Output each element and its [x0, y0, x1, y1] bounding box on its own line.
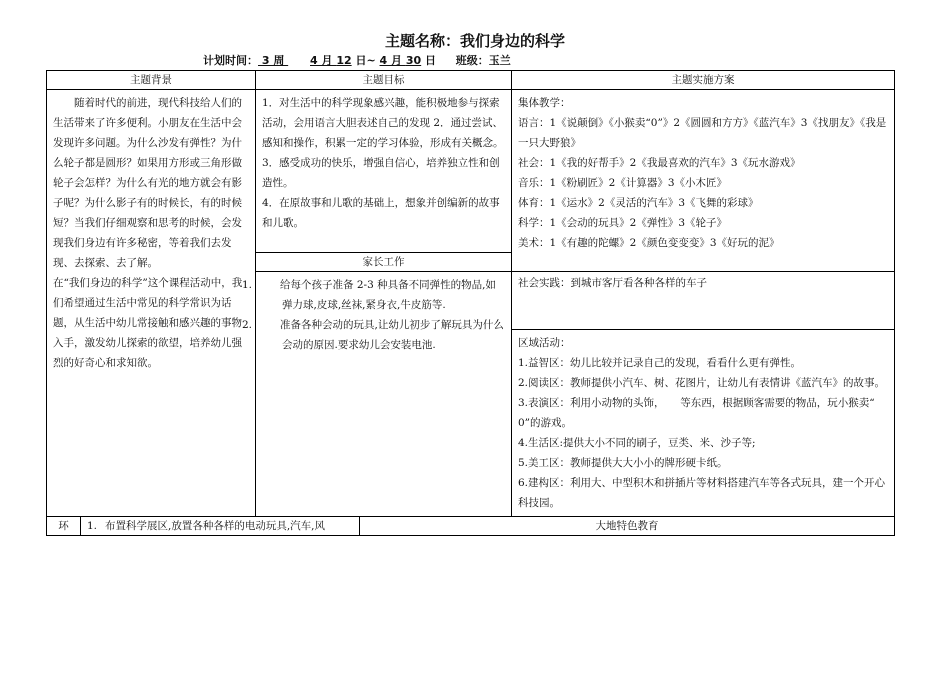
area-item: 2.阅读区：教师提供小汽车、树、花图片，让幼儿有表情讲《蓝汽车》的故事。	[518, 377, 886, 389]
plan-end-day: 30	[405, 54, 422, 67]
collective-line: 语言：1《说颠倒》《小猴卖“0”》2《圆圆和方方》《蓝汽车》3《找朋友》《我是一只大野狼》	[518, 117, 887, 149]
env-label: 环	[47, 517, 81, 536]
area-item: 6.建构区：利用大、中型积木和拼插片等材料搭建汽车等各式玩具，建一个开心科技园。	[518, 477, 886, 509]
parent-item	[242, 315, 505, 355]
area-activities-cell	[512, 330, 895, 517]
header-parents: 家长工作	[256, 253, 512, 272]
parents-cell	[242, 272, 512, 517]
background-paragraph-1: 随着时代的前进，现代科技给人们的生活带来了许多便利。小朋友在生活中会发现许多问题。为什么沙发有弹性？为什么轮子都是圆形？如果用方形或三角形做轮子会怎样？为什么有光的地方就会有影子呢？为什么影子有的时候长，有的时候短？当我们仔细观察和思考的时候，会发现我们身边有许多秘密，等着我们去发现、去探索、去了解。	[53, 97, 242, 269]
header-background: 主题背景	[47, 71, 256, 90]
plan-weeks: 3 周	[258, 54, 289, 67]
theme-plan-table	[46, 70, 895, 517]
areas-label: 区域活动：	[518, 337, 571, 349]
collective-line: 科学：1《会动的玩具》2《弹性》3《轮子》	[518, 217, 728, 229]
plan-start-day: 12	[336, 54, 352, 67]
collective-line: 体育：1《运水》2《灵活的汽车》3《飞舞的彩球》	[518, 197, 759, 209]
goal-item: 4．在原故事和儿歌的基础上，想象并创编新的故事和儿歌。	[262, 197, 500, 229]
header-implementation: 主题实施方案	[512, 71, 895, 90]
page-title: 主题名称：我们身边的科学	[384, 32, 565, 50]
plan-label: 计划时间：	[203, 54, 258, 67]
collective-label: 集体教学：	[518, 97, 571, 109]
area-item: 4.生活区:提供大小不同的刷子，豆类、米、沙子等;	[518, 437, 756, 449]
collective-line: 社会：1《我的好帮手》2《我最喜欢的汽车》3《玩水游戏》	[518, 157, 801, 169]
goals-cell	[256, 90, 512, 253]
collective-line: 音乐：1《粉刷匠》2《计算器》3《小木匠》	[518, 177, 728, 189]
parent-item-num: 1.	[242, 279, 253, 291]
background-cell	[47, 90, 256, 517]
class-name: 玉兰	[488, 54, 511, 67]
parent-item-text: 给每个孩子准备 2-3 种具备不同弹性的物品,如弹力球,皮球,丝袜,紧身衣,牛皮筋等.	[280, 279, 496, 311]
parent-item-text: 准备各种会动的玩具,让幼儿初步了解玩具为什么会动的原因.要求幼儿会安装电池.	[280, 319, 504, 351]
area-item: 5.美工区：教师提供大大小小的牌形硬卡纸。	[518, 457, 728, 469]
class-label: 班级：	[455, 54, 489, 67]
background-paragraph-2: 在“我们身边的科学”这个课程活动中，我们希望通过生活中常见的科学常识为话题，从生活中幼儿常接触和感兴趣的事物入手，激发幼儿探索的欲望，培养幼儿强烈的好奇心和求知欲。	[53, 277, 243, 369]
social-practice-cell: 社会实践：到城市客厅看各种各样的车子	[512, 272, 895, 330]
goal-item: 1．对生活中的科学现象感兴趣，能积极地参与探索活动，会用语言大胆表述自己的发现 2．通过尝试、感知和操作，积累一定的学习体验，形成有关概念。	[262, 97, 504, 149]
goal-item: 3．感受成功的快乐，增强自信心，培养独立性和创造性。	[262, 157, 500, 189]
env-item-num: 1.	[87, 520, 98, 532]
plan-start-month: 4 月	[310, 54, 337, 67]
collective-teaching-cell	[512, 90, 895, 272]
bottom-row	[46, 516, 895, 536]
collective-line: 美术：1《有趣的陀螺》2《颜色变变变》3《好玩的泥》	[518, 237, 780, 249]
parent-item	[242, 275, 505, 315]
header-goals: 主题目标	[256, 71, 512, 90]
parent-item-num: 2.	[242, 319, 253, 331]
plan-end-suffix: 日	[421, 54, 437, 67]
area-item: 1.益智区：幼儿比较并记录自己的发现，看看什么更有弹性。	[518, 357, 802, 369]
plan-end-month: 4 月	[379, 54, 406, 67]
plan-info	[203, 52, 511, 68]
plan-mid: 日~	[351, 54, 380, 67]
env-item	[81, 517, 360, 536]
special-education: 大地特色教育	[360, 517, 895, 536]
area-item: 3.表演区：利用小动物的头饰， 等东西，根据顾客需要的物品，玩小猴卖“ 0”的游戏。	[518, 397, 886, 429]
env-item-text: 布置科学展区,放置各种各样的电动玩具,汽车,风	[105, 520, 326, 532]
